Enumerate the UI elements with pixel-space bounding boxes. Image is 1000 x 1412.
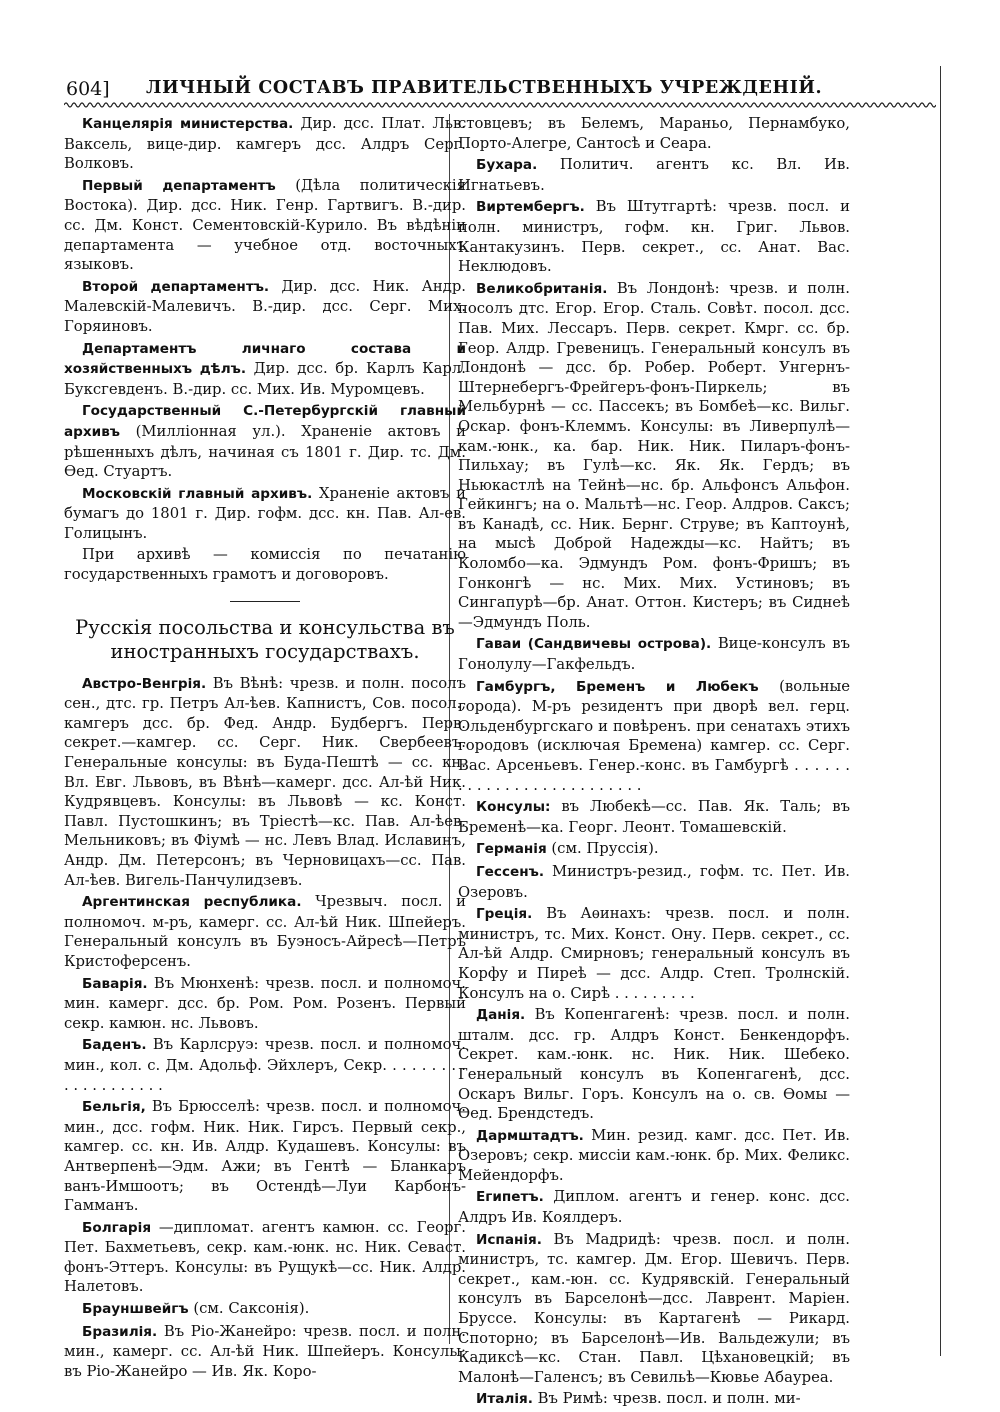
entry-heading: Бельгія, [82, 1099, 146, 1116]
entry [458, 1126, 850, 1186]
entry [64, 114, 466, 174]
entry-heading: Гаваи (Сандвичевы острова). [476, 636, 712, 653]
entry [64, 277, 466, 337]
section-title-line-2: иностранныхъ государствахъ. [110, 639, 420, 663]
entry [458, 904, 850, 1003]
entry [64, 545, 466, 584]
entry-text: (Милліонная ул.). Храненіе актовъ и рѣшенныхъ дѣлъ, начиная съ 1801 г. Дир. тс. Дм. Ѳед. Стуартъ. [64, 422, 466, 481]
entry [458, 1230, 850, 1388]
entry-text: Въ Мюнхенѣ: чрезв. посл. и полномоч. мин. камерг. дсс. бр. Ром. Ром. Розенъ. Первый секр. камюн. нс. Львовъ. [64, 974, 466, 1032]
entry-text: Вице-консулъ въ Гонолулу—Гакфельдъ. [458, 635, 850, 674]
entry [64, 401, 466, 481]
entry-heading: Государственный С.-Петербургскій главный архивъ [64, 403, 466, 440]
entry [64, 674, 466, 891]
entry [64, 1299, 466, 1320]
entry [458, 797, 850, 837]
entry-heading: Германія [476, 841, 547, 858]
entry-text: Дир. дсс. Ник. Андр. Малевскій-Малевичъ. В.-дир. дсс. Серг. Мих. Горяиновъ. [64, 277, 466, 335]
entry [64, 484, 466, 544]
entry-text: (Дѣла политическія Востока). Дир. дсс. Ник. Генр. Гартвигъ. В.-дир. сс. Дм. Конст. Сементовскій-Курило. Въ вѣдѣніи департамента — учебное отд. восточныхъ языковъ. [64, 176, 466, 274]
entry-text: При архивѣ — комиссія по печатанію государственныхъ грамотъ и договоровъ. [64, 546, 466, 584]
entry [64, 892, 466, 971]
wavy-rule [64, 100, 936, 110]
entry-heading: Данія. [476, 1007, 526, 1024]
entry-heading: Дармштадтъ. [476, 1127, 584, 1144]
entry-heading: Бразилія. [82, 1323, 158, 1340]
entry-text: (см. Саксонія). [193, 1300, 310, 1318]
entry-heading: Бухара. [476, 157, 538, 174]
entry-heading: Брауншвейгъ [82, 1301, 189, 1318]
entry-heading: Италія. [476, 1391, 533, 1408]
entry-heading: Аргентинская республика. [82, 894, 302, 911]
entry-text: Политич. агентъ кс. Вл. Ив. Игнатьевъ. [458, 156, 850, 194]
entry-heading: Московскій главный архивъ. [82, 485, 313, 502]
page-number: 604] [66, 78, 110, 100]
entry-heading: Испанія. [476, 1231, 542, 1248]
entry-text: Въ Лондонѣ: чрезв. и полн. посолъ дтс. Егор. Егор. Сталь. Совѣт. посол. дсс. Пав. Мих. Лессаръ. Перв. секрет. Кмрг. сс. бр. Геор. Алдр. Гревеницъ. Генеральный консулъ въ Лондонѣ — дсс. бр. Робер. Роберт. Унгернъ-Штернебергъ-Фрейгеръ-фонъ-Пиркель; въ Мельбурнѣ — сс. Пассекъ; въ Бомбеѣ—кс. Вильг. Оскар. фонъ-Клеммъ. Консулы: въ Ливерпулѣ—кам.-юнк., ка. бар. Ник. Ник. Пиларъ-фонъ-Пильхау; въ Гулѣ—кс. Як. Як. Гердъ; въ Ньюкастлѣ на Тейнѣ—нс. бр. Альфонсъ Альфон. Гейкингъ; на о. Мальтѣ—нс. Геор. Алдров. Саксъ; въ Канадѣ, сс. Ник. Бернг. Струве; въ Каптоунѣ, на мысѣ Доброй Надежды—кс. Найтъ; въ Коломбо—ка. Эдмундъ Ром. фонъ-Фришъ; въ Гонконгѣ — нс. Мих. Мих. Устиновъ; въ Сингапурѣ—бр. Анат. Оттон. Кистеръ; въ Сиднеѣ—Эдмундъ Поль. [458, 279, 850, 631]
entry-text: Чрезвыч. посл. и полномоч. м-ръ, камерг. сс. Ал-ѣй Ник. Шпейеръ. Генеральный консулъ въ Буэносъ-Айресѣ—Петръ Кристоферсенъ. [64, 893, 466, 970]
entry-heading: Канцелярія министерства. [82, 116, 294, 132]
entry-heading: Великобританія. [476, 280, 608, 297]
entry [64, 1035, 466, 1095]
entry-text: (вольные города). М-ръ резидентъ при дворѣ вел. герц. Ольденбургскаго и повѣренъ. при сенатахъ этихъ городовъ (исключая Бремена) камгер. сс. Серг. Вас. Арсеньевъ. Генер.-конс. въ Гамбургѣ . . . . . . . . . . . . . . . . . . . . . . . . . . [458, 677, 850, 794]
entry [458, 114, 850, 153]
entry [64, 1097, 466, 1216]
entry-heading: Баварія. [82, 975, 148, 992]
entry-text: Въ Ріо-Жанейро: чрезв. посл. и полн. мин., камерг. сс. Ал-ѣй Ник. Шпейеръ. Консулы: въ Ріо-Жанейро — Ив. Як. Коро- [64, 1322, 466, 1380]
entry-text: Въ Брюсселѣ: чрезв. посл. и полномоч. мин., дсс. гофм. Ник. Ник. Гирсъ. Первый секр., камгер. сс. кн. Ив. Алдр. Кудашевъ. Консулы: въ Антверпенѣ—Эдм. Ажи; въ Гентѣ — Бланкаръ ванъ-Имшоотъ; въ Остендѣ—Луи Карбонъ-Гамманъ. [64, 1098, 466, 1215]
entry [458, 197, 850, 276]
entry [458, 839, 850, 860]
right-entries [458, 114, 850, 1410]
entry [64, 1218, 466, 1297]
entry-heading: Консулы: [476, 799, 551, 816]
entry-heading: Гессенъ. [476, 863, 544, 880]
entry-heading: Гамбургъ, Бременъ и Любекъ [476, 678, 759, 695]
entry [458, 1187, 850, 1227]
entry [458, 677, 850, 796]
entry-heading: Виртембергъ. [476, 199, 585, 216]
entry [458, 862, 850, 902]
entry-text: Въ Вѣнѣ: чрезв. и полн. посолъ сен., дтс. гр. Петръ Ал-ѣев. Капнистъ, Сов. посол., камгеръ дсс. бр. Фед. Андр. Будбергъ. Перв. секрет.—камгер. сс. Серг. Ник. Свербеевъ. Генеральные консулы: въ Буда-Пештѣ — сс. кн. Вл. Евг. Львовъ, въ Вѣнѣ—камерг. дсс. Ал-ѣй Ник. Кудрявцевъ. Консулы: въ Львовѣ — кс. Конст. Павл. Пустошкинъ; въ Тріестѣ—кс. Пав. Ал-ѣев. Мельниковъ; въ Фіумѣ — нс. Левъ Влад. Иславинъ, Андр. Дм. Петерсонъ; въ Черновицахъ—сс. Пав. Ал-ѣев. Вигель-Панчулидзевъ. [64, 674, 466, 889]
entry-text: въ Любекѣ—сс. Пав. Як. Таль; въ Бременѣ—ка. Георг. Леонт. Томашевскій. [458, 798, 850, 836]
entry-text: Въ Копенгагенѣ: чрезв. посл. и полн. шталм. дсс. гр. Алдръ Конст. Бенкендорфъ. Секрет. кам.-юнк. нс. Ник. Ник. Шебеко. Генеральный консулъ въ Копенгагенѣ, дсс. Оскаръ Вильг. Горъ. Консулъ на о. св. Ѳомы — Ѳед. Брендстедъ. [458, 1006, 850, 1123]
entry [64, 339, 466, 400]
left-column [64, 114, 466, 1383]
entry-heading: Первый департаментъ [82, 177, 276, 194]
page-title: ЛИЧНЫЙ СОСТАВЪ ПРАВИТЕЛЬСТВЕННЫХЪ УЧРЕЖДЕНІЙ. [146, 78, 823, 98]
entry-text: Министръ-резид., гофм. тс. Пет. Ив. Озеровъ. [458, 862, 850, 901]
section-separator [230, 601, 300, 602]
left-entries-after [64, 674, 466, 1382]
entry [458, 1389, 850, 1410]
entry-text: Въ Римѣ: чрезв. посл. и полн. ми- [537, 1390, 801, 1408]
entry-heading: Второй департаментъ. [82, 278, 270, 295]
entry-heading: Египетъ. [476, 1189, 544, 1206]
left-entries-before [64, 114, 466, 585]
entry [458, 1005, 850, 1124]
entry-text: Въ Штутгартѣ: чрезв. посл. и полн. министръ, гофм. кн. Григ. Львов. Кантакузинъ. Перв. секрет., сс. Анат. Вас. Неклюдовъ. [458, 198, 850, 276]
entry-heading: Департаментъ личнаго состава и хозяйственныхъ дѣлъ. [64, 340, 466, 378]
section-title-line-1: Русскія посольства и консульства въ [75, 615, 455, 639]
entry-heading: Греція. [476, 906, 533, 923]
entry-text: Въ Мадридѣ: чрезв. посл. и полн. министръ, тс. камгер. Дм. Егор. Шевичъ. Перв. секрет., кам.-юн. сс. Кудрявскій. Генеральный консулъ въ Барселонѣ—дсс. Лаврент. Маріен. Бруссе. Консулы: въ Картагенѣ — Рикард. Споторно; въ Барселонѣ—Ив. Вальдежули; въ Кадиксѣ—кс. Стан. Павл. Цѣхановецкій; въ Малонѣ—Галенсъ; въ Севильѣ—Кювье Абауреа. [458, 1230, 850, 1386]
entry-heading: Баденъ. [82, 1037, 147, 1054]
entry [458, 279, 850, 633]
entry-text: Въ Аѳинахъ: чрезв. посл. и полн. министръ, тс. Мих. Конст. Ону. Перв. секрет., сс. Ал-ѣй Алдр. Смирновъ; генеральный консулъ въ Корфу и Пиреѣ — дсс. Алдр. Степ. Тролнскій. Консулъ на о. Сирѣ . . . . . . . . . [458, 905, 850, 1002]
entry-text: Дир. дсс. бр. Карлъ Карл. Буксгевденъ. В.-дир. сс. Мих. Ив. Муромцевъ. [64, 360, 466, 398]
entry [458, 155, 850, 195]
entry [64, 176, 466, 275]
entry-text: стовцевъ; въ Белемъ, Мараньо, Пернамбуко, Порто-Алегре, Сантосѣ и Сеара. [458, 115, 850, 152]
entry-text: Храненіе актовъ и бумагъ до 1801 г. Дир. гофм. дсс. кн. Пав. Ал-ев. Голицынъ. [64, 484, 466, 542]
entry [64, 974, 466, 1034]
entry-text: —дипломат. агентъ камюн. сс. Георг. Пет. Бахметьевъ, секр. кам.-юнк. нс. Ник. Севаст. фонъ-Эттеръ. Консулы: въ Рущукѣ—сс. Ник. Алдр. Налетовъ. [64, 1218, 466, 1296]
entry-text: Дир. дсс. Плат. Льв. Ваксель, вице-дир. камгеръ дсс. Алдръ Серг. Волковъ. [64, 115, 466, 173]
entry [458, 634, 850, 674]
section-title [64, 616, 466, 664]
entry-text: Диплом. агентъ и генер. конс. дсс. Алдръ Ив. Коялдеръ. [458, 1188, 850, 1227]
right-column [458, 114, 850, 1412]
entry-text: (см. Пруссія). [551, 840, 659, 858]
entry-text: Мин. резид. камг. дсс. Пет. Ив. Озеровъ; секр. миссіи кам.-юнк. бр. Мих. Феликс. Мейендорфъ. [458, 1126, 850, 1184]
entry-heading: Болгарія [82, 1219, 152, 1236]
entry-text: Въ Карлсруэ: чрезв. посл. и полномоч. мин., кол. с. Дм. Адольф. Эйхлеръ, Секр. . . . . . . . . . . . . . . . . . . . [64, 1036, 466, 1094]
entry [64, 1322, 466, 1382]
entry-heading: Австро-Венгрія. [82, 675, 207, 692]
